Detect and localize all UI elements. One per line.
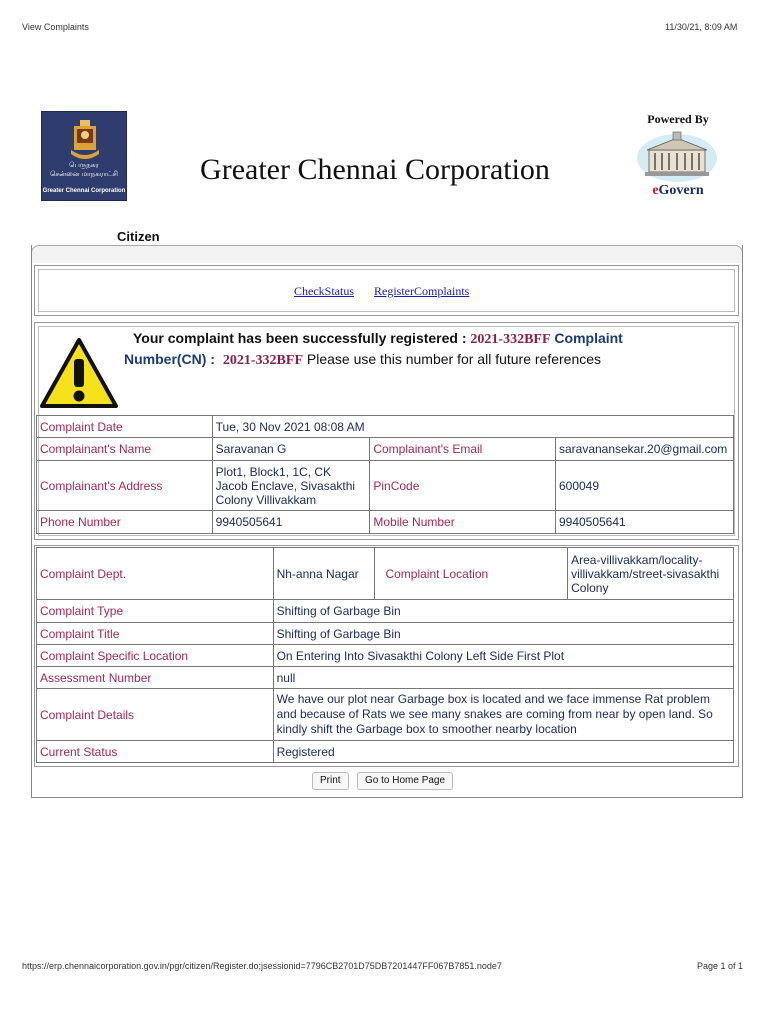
complaint-location-label: Complaint Location: [375, 548, 568, 600]
emblem-icon: [66, 118, 104, 164]
print-footer-page: Page 1 of 1: [697, 961, 744, 971]
print-header-title: View Complaints: [22, 22, 89, 32]
register-complaints-link[interactable]: RegisterComplaints: [374, 284, 470, 298]
pincode-value: 600049: [555, 461, 733, 511]
complaint-dept-label: Complaint Dept.: [37, 548, 274, 600]
complaint-location-value: Area-villivakkam/locality-villivakkam/street-sivasakthi Colony: [568, 548, 734, 600]
table-row: [37, 667, 734, 689]
complaint-number-repeat: 2021-332BFF: [222, 353, 303, 368]
complaint-type-label: Complaint Type: [37, 600, 274, 623]
confirmation-prefix: Your complaint has been successfully registered :: [133, 330, 467, 346]
complainant-email-value: saravanansekar.20@gmail.com: [555, 438, 733, 461]
complaint-title-value: Shifting of Garbage Bin: [273, 623, 733, 645]
complaint-date-label: Complaint Date: [37, 416, 213, 438]
logo-text-english: Greater Chennai Corporation: [42, 188, 126, 194]
section-label-citizen: Citizen: [117, 229, 160, 244]
complaint-type-value: Shifting of Garbage Bin: [273, 600, 733, 623]
phone-number-value: 9940505641: [212, 511, 370, 534]
go-home-button[interactable]: Go to Home Page: [357, 772, 453, 790]
powered-by-label: Powered By: [647, 112, 709, 126]
complaint-date-value: Tue, 30 Nov 2021 08:08 AM: [212, 416, 733, 438]
mobile-number-value: 9940505641: [555, 511, 733, 534]
complaint-title-label: Complaint Title: [37, 623, 274, 645]
complainant-email-label: Complainant's Email: [370, 438, 556, 461]
table-row: [37, 645, 734, 667]
complainant-name-label: Complainant's Name: [37, 438, 213, 461]
egovern-rest: Govern: [658, 183, 704, 198]
confirmation-message-line2: [124, 351, 601, 369]
complaint-details-value: We have our plot near Garbage box is located and we face immense Rat problem and because of Rats we see many snakes are coming from near by open land. So kindly shift the Garbage box to smoother nearby location: [273, 689, 733, 741]
egovern-e: e: [652, 183, 659, 198]
page-title: Greater Chennai Corporation: [200, 153, 550, 186]
mobile-number-label: Mobile Number: [370, 511, 556, 534]
table-row: [37, 623, 734, 645]
table-row: [37, 416, 734, 438]
egovern-building-icon: [637, 128, 717, 182]
confirmation-suffix: Please use this number for all future references: [306, 351, 602, 367]
table-row: [37, 741, 734, 763]
complaint-table: [36, 547, 734, 763]
confirmation-message-line1: [133, 330, 623, 348]
check-status-link[interactable]: CheckStatus: [294, 284, 354, 298]
assessment-number-value: null: [273, 667, 733, 689]
complainant-address-value: Plot1, Block1, 1C, CK Jacob Enclave, Sivasakthi Colony Villivakkam: [212, 461, 370, 511]
egovern-label: [635, 183, 721, 199]
current-status-value: Registered: [273, 741, 733, 763]
table-row: [37, 600, 734, 623]
print-footer-url: https://erp.chennaicorporation.gov.in/pgr/citizen/Register.do;jsessionid=7796CB2701D75DB7201447FF067B7851.node7: [22, 961, 502, 971]
complaint-details-label: Complaint Details: [37, 689, 274, 741]
complainant-table: [36, 415, 734, 534]
gcc-logo: [41, 111, 127, 201]
table-row: [37, 438, 734, 461]
warning-icon: [39, 337, 119, 409]
specific-location-value: On Entering Into Sivasakthi Colony Left Side First Plot: [273, 645, 733, 667]
table-row: [37, 511, 734, 534]
table-row: [37, 461, 734, 511]
table-row: [37, 548, 734, 600]
complainant-address-label: Complainant's Address: [37, 461, 213, 511]
specific-location-label: Complaint Specific Location: [37, 645, 274, 667]
table-row: [37, 689, 734, 741]
print-header-datetime: 11/30/21, 8:09 AM: [665, 22, 738, 32]
complaint-number: 2021-332BFF: [470, 332, 551, 347]
cn-label: Number(CN) :: [124, 351, 215, 367]
assessment-number-label: Assessment Number: [37, 667, 274, 689]
phone-number-label: Phone Number: [37, 511, 213, 534]
logo-text-tamil-1: பெருநகர: [69, 162, 99, 169]
print-button[interactable]: Print: [312, 772, 349, 790]
complaint-word: Complaint: [554, 330, 623, 346]
current-status-label: Current Status: [37, 741, 274, 763]
complainant-name-value: Saravanan G: [212, 438, 370, 461]
pincode-label: PinCode: [370, 461, 556, 511]
logo-text-tamil-2: சென்னை மாநகராட்சி: [49, 171, 119, 178]
complaint-dept-value: Nh-anna Nagar: [273, 548, 375, 600]
